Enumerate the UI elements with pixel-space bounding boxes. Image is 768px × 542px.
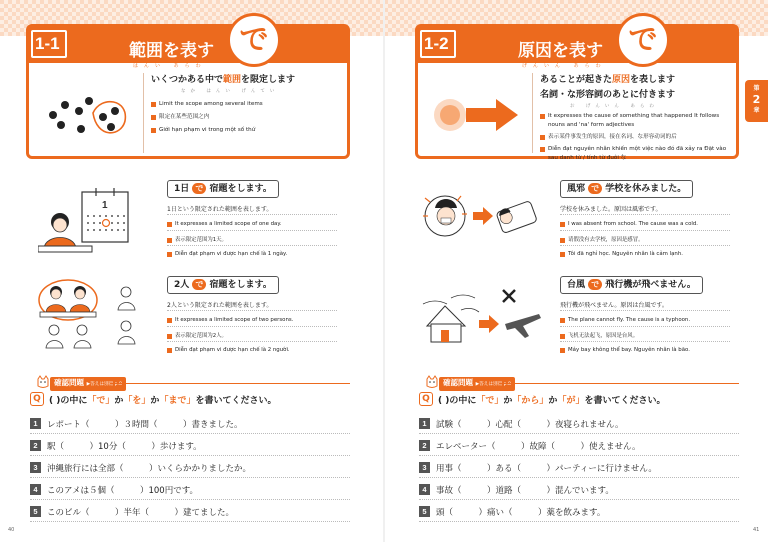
question-item-5[interactable]: 5 頭（ ）痛い（ ）薬を飲みます。 <box>419 502 739 522</box>
question-q-icon: Q <box>419 392 433 406</box>
translation-zh: 表示某件事发生的原因，接在名词、な形容动词的后 <box>540 133 730 142</box>
divider <box>167 341 337 342</box>
bullet-icon <box>560 252 565 257</box>
example-zh: 表示限定范围为1天。 <box>167 235 227 243</box>
bullet-icon <box>167 238 172 243</box>
question-item-4[interactable]: 4 事故（ ）道路（ ）混んでいます。 <box>419 480 739 500</box>
bullet-icon <box>540 135 545 140</box>
divider <box>167 310 337 311</box>
bullet-icon <box>167 222 172 227</box>
divider <box>167 214 337 215</box>
example-vi: Máy bay không thể bay. Nguyên nhân là bão. <box>560 346 690 353</box>
example-zh: 表示限定范围为2人。 <box>167 331 227 339</box>
description-line: あることが起きた原因を表します <box>540 75 676 85</box>
cause-arrow-illustration <box>430 77 526 153</box>
calendar-number: 1 <box>102 200 108 211</box>
bullet-icon <box>167 318 172 323</box>
title-ruby: はんい あらわ <box>133 63 207 69</box>
example-en: It expresses a limited scope of one day. <box>167 220 281 227</box>
bullet-icon <box>560 318 565 323</box>
bullet-icon <box>540 114 545 119</box>
scope-dots-illustration <box>41 77 137 153</box>
cat-icon <box>36 375 50 389</box>
bullet-icon <box>151 128 156 133</box>
divider <box>167 245 337 246</box>
question-heading <box>30 392 276 406</box>
bullet-icon <box>167 334 172 339</box>
kakunin-label: 確認問題 ▶答えは別冊 p.8 <box>50 377 126 391</box>
page-number: 41 <box>753 527 760 533</box>
example-vi: Diễn đạt phạm vi được hạn chế là 1 ngày. <box>167 250 287 257</box>
translation-zh: 限定在某些范围之内 <box>151 113 341 122</box>
divider <box>167 326 337 327</box>
kakunin-rule <box>499 383 739 384</box>
calendar-study-illustration <box>38 188 142 260</box>
particle-pill: で <box>192 279 206 290</box>
divider <box>560 230 730 231</box>
left-page <box>0 0 383 542</box>
example-en: I was absent from school. The cause was a cold. <box>560 220 698 227</box>
divider <box>560 326 730 327</box>
lesson-header-bar <box>29 27 347 63</box>
item-number: 3 <box>419 462 430 473</box>
header-divider <box>143 73 144 153</box>
lesson-title: 範囲を表す <box>129 41 214 61</box>
kakunin-label: 確認問題 ▶答えは別冊 p.8 <box>439 377 515 391</box>
example-zh: 飞机无法起飞，原因是台风。 <box>560 331 638 339</box>
question-item-1[interactable]: 1 レポート（ ）３時間（ ）書きました。 <box>30 414 350 434</box>
item-number: 2 <box>419 440 430 451</box>
lesson-body <box>424 69 730 161</box>
bullet-icon <box>560 334 565 339</box>
lesson-body <box>35 69 341 150</box>
item-number: 3 <box>30 462 41 473</box>
question-item-2[interactable]: 2 エレベーター（ ）故障（ ）使えません。 <box>419 436 739 456</box>
particle-pill: で <box>588 279 602 290</box>
description-ruby: なか はんい げんてい <box>181 89 280 94</box>
divider <box>560 341 730 342</box>
description-ruby: お げんいん あらわ <box>570 104 659 109</box>
lesson-description <box>540 73 730 163</box>
question-text: ( )の中に「で」か「を」か「まで」を書いてください。 <box>49 395 277 406</box>
item-number: 5 <box>419 506 430 517</box>
question-text: ( )の中に「で」か「から」か「が」を書いてください。 <box>438 395 666 406</box>
typhoon-plane-illustration <box>421 284 545 346</box>
lesson-title: 原因を表す <box>518 41 603 61</box>
particle-pill: で <box>192 183 206 194</box>
question-item-3[interactable]: 3 用事（ ）ある（ ）パーティーに行けません。 <box>419 458 739 478</box>
divider <box>560 310 730 311</box>
example-sentence: 1日 で 宿題をします。 <box>167 180 279 198</box>
example-sentence: 台風 で 飛行機が飛べません。 <box>560 276 703 294</box>
particle-pill: で <box>588 183 602 194</box>
item-number: 1 <box>419 418 430 429</box>
bullet-icon <box>151 115 156 120</box>
divider <box>560 214 730 215</box>
divider <box>560 245 730 246</box>
header-divider <box>532 73 533 153</box>
translation-en: It expresses the cause of something that happened It follows nouns and 'na' form adjectives <box>540 112 730 130</box>
question-item-4[interactable]: 4 このアメは５個（ ）100円です。 <box>30 480 350 500</box>
item-number: 5 <box>30 506 41 517</box>
particle-circle: で <box>227 13 281 67</box>
bullet-icon <box>560 238 565 243</box>
question-item-3[interactable]: 3 沖縄旅行には全部（ ）いくらかかりましたか。 <box>30 458 350 478</box>
item-number: 4 <box>30 484 41 495</box>
kakunin-rule <box>110 383 350 384</box>
lesson-header-card <box>415 24 739 159</box>
translation-en: Limit the scope among several items <box>151 100 341 109</box>
lesson-number: 1-1 <box>35 34 60 53</box>
translation-vi: Diễn đạt nguyên nhân khiến một việc nào đó đã xảy ra Đặt vào sau danh từ / tính từ đuôi な <box>540 145 730 163</box>
bullet-icon <box>560 348 565 353</box>
lesson-description <box>151 73 341 135</box>
bullet-icon <box>151 102 156 107</box>
question-item-2[interactable]: 2 駅（ ）10分（ ）歩けます。 <box>30 436 350 456</box>
example-zh: 请假没有去学校，原因是感冒。 <box>560 235 643 243</box>
example-sentence: 2人 で 宿題をします。 <box>167 276 279 294</box>
example-explanation: 学校を休みました。原因は風邪です。 <box>560 206 662 213</box>
bullet-icon <box>167 348 172 353</box>
description-line: 名詞・な形容詞のあとに付きます <box>540 90 676 100</box>
particle-circle: で <box>616 13 670 67</box>
cat-icon <box>425 375 439 389</box>
example-explanation: 飛行機が飛べません。原因は台風です。 <box>560 302 668 309</box>
example-explanation: 2人という限定された範囲を表します。 <box>167 302 273 309</box>
bullet-icon <box>560 222 565 227</box>
bullet-icon <box>540 147 545 152</box>
item-number: 1 <box>30 418 41 429</box>
lesson-header-card <box>26 24 350 159</box>
question-item-5[interactable]: 5 このビル（ ）半年（ ）建てました。 <box>30 502 350 522</box>
item-number: 4 <box>419 484 430 495</box>
question-list <box>30 414 350 524</box>
example-en: The plane cannot fly. The cause is a typhoon. <box>560 316 690 323</box>
example-sentence: 風邪 で 学校を休みました。 <box>560 180 693 198</box>
question-list <box>419 414 739 524</box>
example-vi: Tôi đã nghỉ học. Nguyên nhân là cảm lạnh. <box>560 250 683 257</box>
translation-vi: Giới hạn phạm vi trong một số thứ <box>151 126 341 135</box>
example-explanation: 1日という限定された範囲を表します。 <box>167 206 273 213</box>
chapter-tab: 第 2 章 <box>745 80 768 122</box>
question-q-icon: Q <box>30 392 44 406</box>
description-line: いくつかある中で範囲を限定します <box>151 75 296 85</box>
example-en: It expresses a limited scope of two persons. <box>167 316 293 323</box>
example-vi: Diễn đạt phạm vi được hạn chế là 2 người. <box>167 346 290 353</box>
item-number: 2 <box>30 440 41 451</box>
cold-sleep-illustration <box>421 188 541 244</box>
bullet-icon <box>167 252 172 257</box>
lesson-header-bar <box>418 27 736 63</box>
question-item-1[interactable]: 1 試験（ ）心配（ ）夜寝られません。 <box>419 414 739 434</box>
two-students-illustration <box>38 278 146 350</box>
right-page <box>385 0 768 542</box>
divider <box>167 230 337 231</box>
title-ruby: げんいん あらわ <box>522 63 607 69</box>
question-heading <box>419 392 665 406</box>
lesson-number: 1-2 <box>424 34 449 53</box>
page-number: 40 <box>8 527 15 533</box>
